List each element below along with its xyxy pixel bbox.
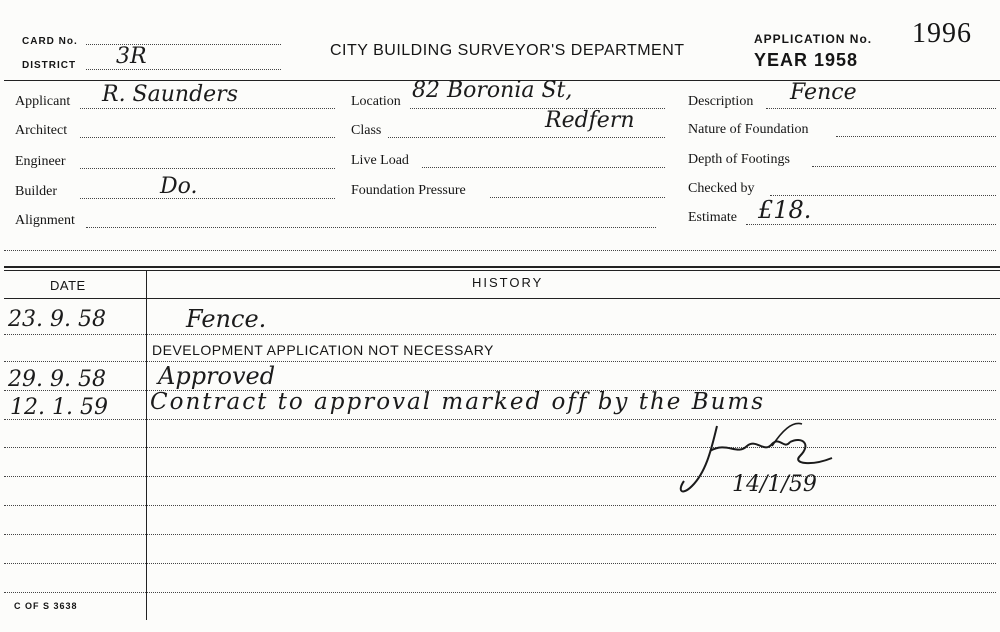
district-label: DISTRICT	[22, 60, 77, 71]
location-value: 82 Boronia St,	[412, 78, 573, 103]
architect-label: Architect	[15, 123, 68, 138]
application-number: 1996	[912, 18, 972, 49]
location-label: Location	[351, 94, 401, 109]
foundation-pressure-dots	[490, 197, 665, 198]
ruled-line	[4, 563, 996, 564]
history-row-4-date: 12. 1. 59	[10, 395, 108, 420]
estimate-value: £18.	[758, 196, 812, 224]
ruled-line	[4, 476, 996, 477]
department-title: CITY BUILDING SURVEYOR'S DEPARTMENT	[330, 42, 685, 59]
architect-dots	[80, 137, 335, 138]
foundation-pressure-label: Foundation Pressure	[351, 183, 466, 198]
date-column-divider	[146, 270, 147, 620]
signature-date: 14/1/59	[732, 472, 817, 497]
history-row-1-text: Fence.	[186, 305, 267, 333]
engineer-label: Engineer	[15, 154, 66, 169]
estimate-label: Estimate	[688, 210, 737, 225]
applicant-label: Applicant	[15, 94, 71, 109]
ruled-line	[4, 334, 996, 335]
nature-of-foundation-label: Nature of Foundation	[688, 122, 809, 137]
description-value: Fence	[790, 80, 857, 105]
history-top-rule-2	[4, 270, 1000, 271]
history-row-1-date: 23. 9. 58	[8, 307, 106, 332]
district-dots	[86, 69, 281, 70]
class-label: Class	[351, 123, 382, 138]
history-header: HISTORY	[472, 275, 544, 290]
year-label: YEAR 1958	[754, 50, 859, 70]
builder-value: Do.	[160, 174, 198, 199]
location-value-2: Redfern	[545, 108, 635, 133]
live-load-dots	[422, 167, 665, 168]
class-dots	[388, 137, 665, 138]
applicant-value: R. Saunders	[102, 82, 238, 107]
ruled-line	[4, 419, 996, 420]
ruled-line	[4, 505, 996, 506]
alignment-label: Alignment	[15, 213, 75, 228]
ruled-line	[4, 534, 996, 535]
history-row-3-date: 29. 9. 58	[8, 367, 106, 392]
card-no-label: CARD No.	[22, 36, 78, 47]
date-header: DATE	[50, 278, 86, 293]
application-no-label: APPLICATION No.	[754, 32, 873, 46]
engineer-dots	[80, 168, 335, 169]
nature-of-foundation-dots	[836, 136, 996, 137]
form-code: C OF S 3638	[14, 601, 78, 611]
depth-of-footings-dots	[812, 166, 996, 167]
ruled-line	[4, 447, 996, 448]
description-dots	[766, 108, 996, 109]
ruled-line	[4, 361, 996, 362]
history-row-3-text: Approved	[158, 362, 276, 390]
depth-of-footings-label: Depth of Footings	[688, 152, 790, 167]
estimate-dots	[746, 224, 996, 225]
district-value: 3R	[116, 44, 147, 69]
checked-by-label: Checked by	[688, 181, 755, 196]
ruled-line	[4, 592, 996, 593]
alignment-dots	[86, 227, 656, 228]
history-row-4-text: Contract to approval marked off by the Bums	[150, 389, 766, 415]
header-rule	[4, 298, 1000, 299]
builder-dots	[80, 198, 335, 199]
applicant-dots	[80, 108, 335, 109]
description-label: Description	[688, 94, 754, 109]
blank-dotted-line	[4, 250, 996, 251]
live-load-label: Live Load	[351, 153, 409, 168]
builder-label: Builder	[15, 184, 57, 199]
history-row-2-stamp: DEVELOPMENT APPLICATION NOT NECESSARY	[152, 342, 494, 358]
history-top-rule	[4, 266, 1000, 268]
